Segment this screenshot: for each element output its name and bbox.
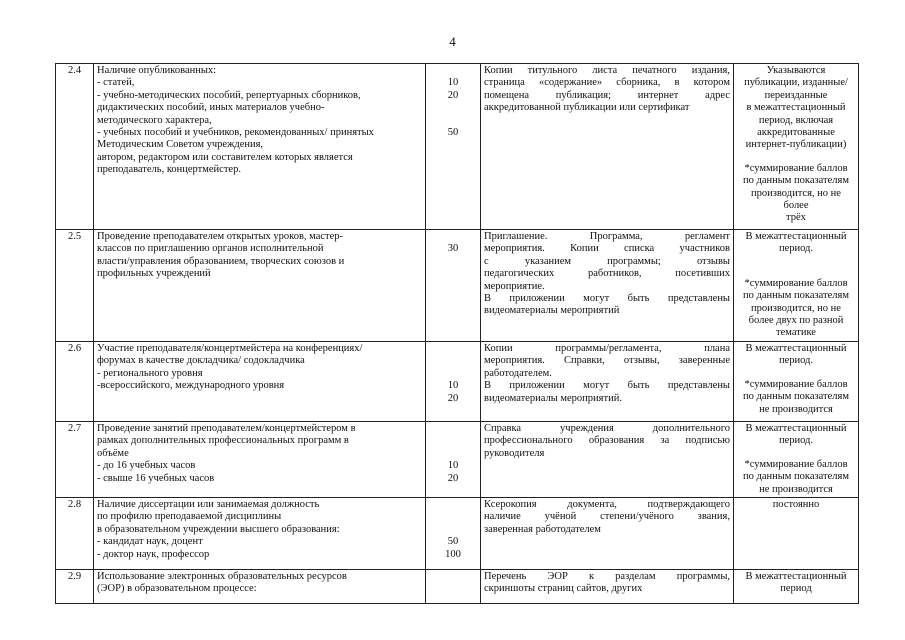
description-line: профильных учреждений <box>97 268 211 280</box>
note-line: интернет-публикации) <box>745 139 847 151</box>
note-line: публикации, изданные/ <box>744 77 848 89</box>
criterion-description <box>94 570 426 604</box>
score-spacer <box>429 115 477 127</box>
description-line: - до 16 учебных часов <box>97 460 196 472</box>
description-line: (ЭОР) в образовательном процессе: <box>97 583 257 595</box>
table-row <box>56 422 859 498</box>
score-spacer <box>429 102 477 114</box>
description-line: - доктор наук, профессор <box>97 548 210 560</box>
documents-line: Копии программы/регламента, плана <box>484 343 730 354</box>
description-line: Использование электронных образовательных ресурсов <box>97 571 347 583</box>
note-line: более <box>783 200 809 212</box>
confirming-documents <box>481 342 734 422</box>
description-line: рамках дополнительных профессиональных программ в <box>97 435 349 447</box>
row-number: 2.8 <box>56 498 94 570</box>
description-line: - статей, <box>97 77 135 89</box>
note-spacer <box>737 448 855 459</box>
documents-line: работодателем. <box>484 367 552 379</box>
score-spacer <box>429 231 477 243</box>
confirming-documents <box>481 570 734 604</box>
score-spacer <box>429 435 477 447</box>
row-number: 2.5 <box>56 230 94 342</box>
criterion-description <box>94 342 426 422</box>
score-spacer <box>429 423 477 435</box>
documents-line: мероприятия. Справки, отзывы, заверенные <box>484 355 730 367</box>
note-line: трёх <box>786 212 806 224</box>
documents-line: страница «содержание» сборника, в котором <box>484 77 730 89</box>
score-cell <box>426 570 481 604</box>
note-line: В межаттестационный <box>745 231 847 242</box>
note-spacer <box>737 152 855 163</box>
note-line: по данным показателям <box>742 175 850 187</box>
note-line: Указываются <box>766 65 826 76</box>
note-line: в межаттестационный <box>746 102 846 114</box>
confirming-documents <box>481 64 734 230</box>
note-line: по данным показателям <box>742 290 850 302</box>
note-cell <box>734 422 859 498</box>
confirming-documents <box>481 422 734 498</box>
description-line: по профилю преподаваемой дисциплины <box>97 511 282 523</box>
score-value: 100 <box>445 548 461 560</box>
note-line: производится, но не <box>751 187 841 199</box>
documents-line: аккредитованной публикации или сертификат <box>484 102 690 114</box>
note-line: период. <box>778 355 814 367</box>
score-value: 10 <box>447 77 459 89</box>
score-spacer <box>429 511 477 523</box>
documents-line: скриншоты страниц сайтов, других <box>484 583 643 595</box>
documents-line: педагогических работников, посетивших <box>484 268 730 280</box>
description-line: Методическим Советом учреждения, <box>97 139 264 151</box>
score-value: 50 <box>447 126 459 138</box>
note-line: по данным показателям <box>742 471 850 483</box>
score-spacer <box>429 524 477 536</box>
score-spacer <box>429 499 477 511</box>
documents-line: Копии титульного листа печатного издания, <box>484 65 730 76</box>
criterion-description <box>94 422 426 498</box>
documents-line: руководителя <box>484 447 545 459</box>
description-line: в образовательном учреждении высшего образования: <box>97 523 340 535</box>
score-value: 20 <box>447 392 459 404</box>
row-number: 2.6 <box>56 342 94 422</box>
note-line: *суммирование баллов <box>744 378 848 390</box>
note-line: В межаттестационный <box>745 423 847 434</box>
documents-line: Перечень ЭОР к разделам программы, <box>484 571 730 583</box>
note-line: *суммирование баллов <box>744 162 848 174</box>
description-line: - свыше 16 учебных часов <box>97 472 215 484</box>
note-cell <box>734 64 859 230</box>
documents-line: мероприятия. Копии списка участников <box>484 243 730 255</box>
note-cell <box>734 570 859 604</box>
note-line: период, включая <box>758 114 834 126</box>
note-line: *суммирование баллов <box>744 458 848 470</box>
score-cell <box>426 342 481 422</box>
note-line: *суммирование баллов <box>744 277 848 289</box>
table-row <box>56 498 859 570</box>
description-line: объёме <box>97 447 129 459</box>
score-value: 50 <box>447 536 459 548</box>
description-line: Наличие опубликованных: <box>97 65 217 76</box>
score-spacer <box>429 448 477 460</box>
note-line: более двух по разной <box>748 315 844 327</box>
description-line: Проведение преподавателем открытых уроков, мастер- <box>97 231 344 242</box>
documents-line: заверенная работодателем <box>484 523 601 535</box>
note-cell <box>734 342 859 422</box>
score-value: 30 <box>447 243 459 255</box>
row-number: 2.7 <box>56 422 94 498</box>
note-spacer <box>737 267 855 278</box>
score-value: 10 <box>447 460 459 472</box>
description-line: методического характера, <box>97 114 212 126</box>
confirming-documents <box>481 498 734 570</box>
note-line: переизданные <box>764 89 828 101</box>
note-spacer <box>737 256 855 267</box>
score-cell <box>426 230 481 342</box>
note-line: не производится <box>759 483 833 495</box>
description-line: классов по приглашению органов исполнительной <box>97 243 324 255</box>
score-spacer <box>429 355 477 367</box>
note-line: аккредитованные <box>757 127 835 139</box>
description-line: дидактических пособий, иных материалов учебно- <box>97 102 325 114</box>
note-line: период. <box>778 243 814 255</box>
description-line: - регионального уровня <box>97 367 203 379</box>
description-line: форумах в качестве докладчика/ содокладчика <box>97 355 305 367</box>
documents-line: Приглашение. Программа, регламент <box>484 231 730 242</box>
note-line: период. <box>778 435 814 447</box>
documents-line: с указанием программы; отзывы <box>484 255 730 267</box>
note-line: производится, но не <box>751 302 841 314</box>
page-number: 4 <box>449 34 456 49</box>
criterion-description <box>94 230 426 342</box>
documents-line: Ксерокопия документа, подтверждающего <box>484 499 730 511</box>
description-line: -всероссийского, международного уровня <box>97 380 285 392</box>
criteria-table <box>55 63 859 604</box>
score-spacer <box>429 343 477 355</box>
score-value: 20 <box>447 89 459 101</box>
description-line: автором, редактором или составителем которых является <box>97 151 353 163</box>
description-line: - учебных пособий и учебников, рекомендованных/ принятых <box>97 127 374 139</box>
score-spacer <box>429 65 477 77</box>
description-line: Наличие диссертации или занимаемая должность <box>97 499 320 511</box>
criterion-description <box>94 498 426 570</box>
documents-line: мероприятие. <box>484 280 545 292</box>
note-line: тематике <box>776 327 816 339</box>
score-spacer <box>429 368 477 380</box>
score-cell <box>426 64 481 230</box>
description-line: - учебно-методических пособий, репертуарных сборников, <box>97 89 361 101</box>
documents-line: наличие учёной степени/учёного звания, <box>484 511 730 523</box>
table-row <box>56 342 859 422</box>
note-cell <box>734 498 859 570</box>
documents-line: видеоматериалы мероприятий <box>484 305 620 317</box>
note-line: по данным показателям <box>742 391 850 403</box>
score-value: 10 <box>447 380 459 392</box>
note-line: период <box>780 583 812 595</box>
score-cell <box>426 498 481 570</box>
documents-line: видеоматериалы мероприятий. <box>484 392 622 404</box>
documents-line: В приложении могут быть представлены <box>484 380 730 392</box>
documents-line: профессионального образования за подписью <box>484 435 730 447</box>
score-cell <box>426 422 481 498</box>
description-line: - кандидат наук, доцент <box>97 536 203 548</box>
score-value: 20 <box>447 472 459 484</box>
description-line: власти/управления образованием, творческих союзов и <box>97 255 345 267</box>
documents-line: помещена публикация; интернет адрес <box>484 89 730 101</box>
description-line: преподаватель, концертмейстер. <box>97 164 241 176</box>
confirming-documents <box>481 230 734 342</box>
note-cell <box>734 230 859 342</box>
criterion-description <box>94 64 426 230</box>
note-line: не производится <box>759 403 833 415</box>
table-row <box>56 570 859 604</box>
description-line: Участие преподавателя/концертмейстера на конференциях/ <box>97 343 363 354</box>
documents-line: Справка учреждения дополнительного <box>484 423 730 434</box>
note-line: постоянно <box>772 499 820 511</box>
note-line: В межаттестационный <box>745 571 847 583</box>
row-number: 2.9 <box>56 570 94 604</box>
table-row <box>56 64 859 230</box>
table-row <box>56 230 859 342</box>
description-line: Проведение занятий преподавателем/концертмейстером в <box>97 423 356 434</box>
note-spacer <box>737 368 855 379</box>
row-number: 2.4 <box>56 64 94 230</box>
note-line: В межаттестационный <box>745 343 847 354</box>
documents-line: В приложении могут быть представлены <box>484 293 730 305</box>
